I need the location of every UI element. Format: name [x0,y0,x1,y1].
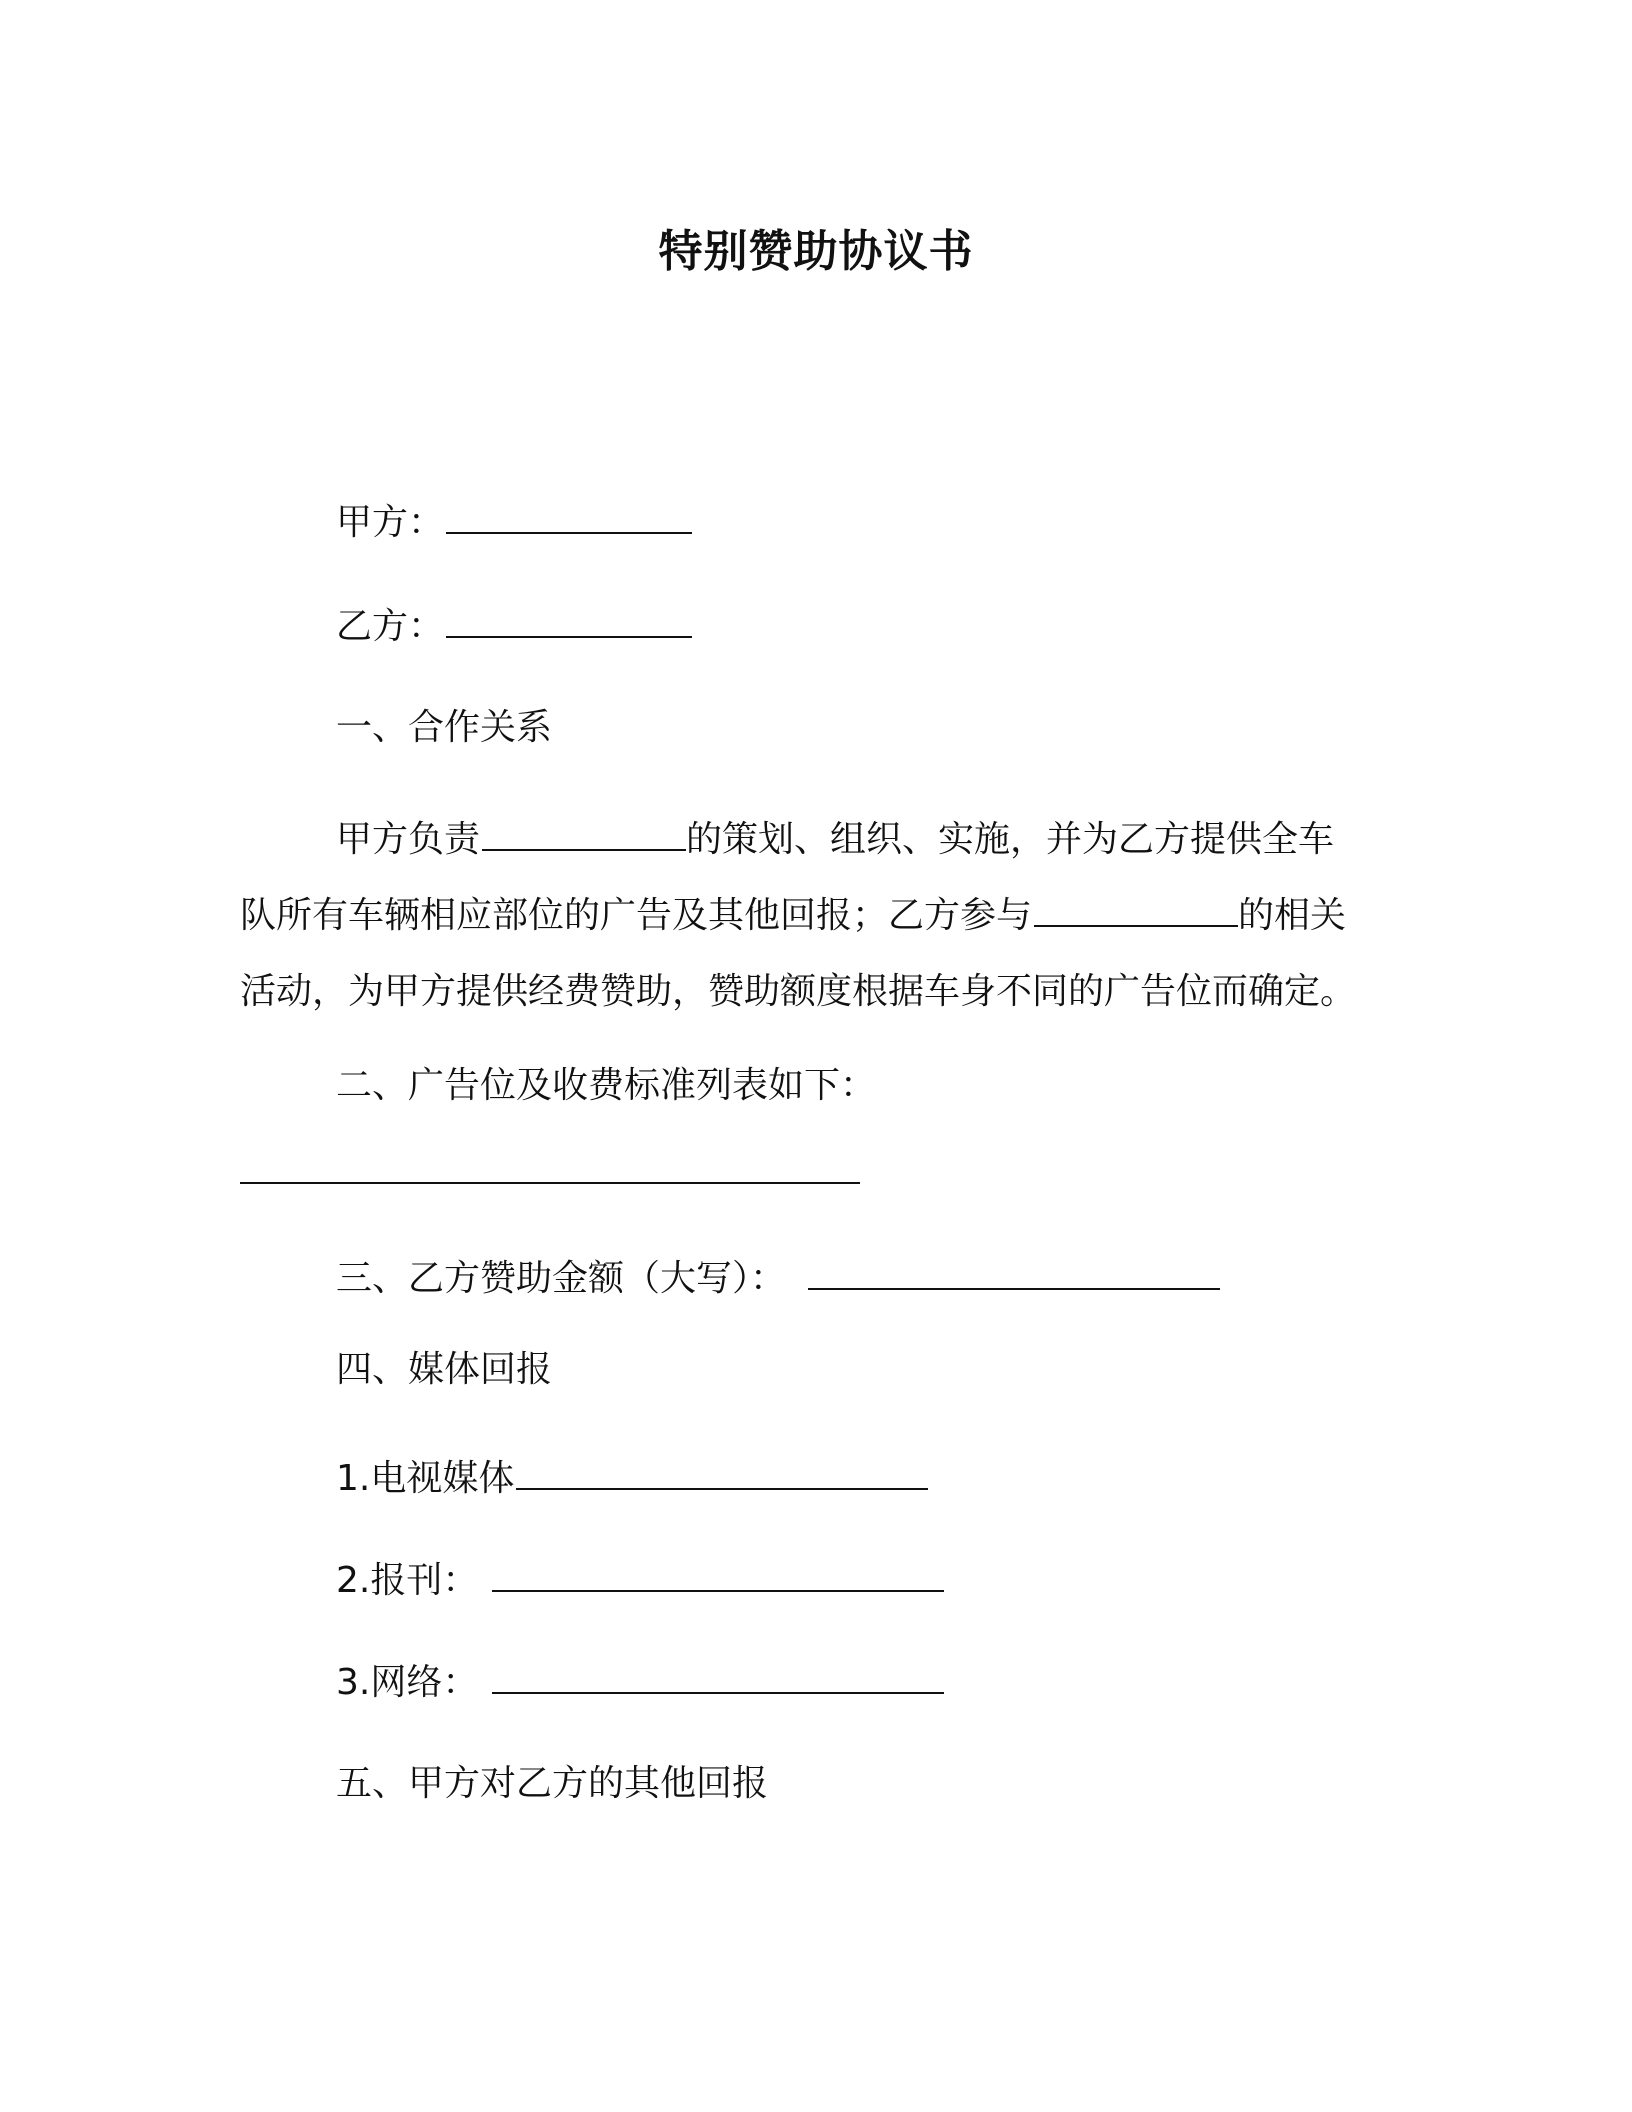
media-tv-line [336,1450,928,1505]
section2-heading: 二、广告位及收费标准列表如下： [336,1065,877,1106]
section1-line1 [240,802,1390,878]
media-press-line [336,1552,944,1607]
media-web-blank[interactable] [492,1654,944,1694]
party-a-label: 甲方： [336,502,445,543]
party-b-blank[interactable] [446,598,692,638]
party-a-line [336,494,692,549]
section1-line2-a: 队所有车辆相应部位的广告及其他回报；乙方参与 [240,895,1033,936]
section5-heading: 五、甲方对乙方的其他回报 [336,1763,769,1804]
media-tv-blank[interactable] [516,1450,928,1490]
section1-heading: 一、合作关系 [336,707,553,748]
section1-line1-b: 的策划、组织、实施，并为乙方提供全车 [686,819,1335,860]
fee-table-blank[interactable] [240,1144,860,1184]
media-web-line [336,1654,944,1709]
event-name-blank[interactable] [482,811,686,851]
party-b-label: 乙方： [336,606,445,647]
section4-heading: 四、媒体回报 [336,1349,553,1390]
section1-paragraph [240,802,1390,1030]
media-press-blank[interactable] [492,1552,944,1592]
fee-table-line [240,1144,860,1199]
party-a-blank[interactable] [446,494,692,534]
section3-line [336,1250,1220,1305]
media-web-label: 3.网络： [336,1662,479,1703]
section1-line2-b: 的相关 [1238,895,1347,936]
section1-line2 [240,878,1390,954]
media-press-label: 2.报刊： [336,1560,479,1601]
section1-line3: 活动，为甲方提供经费赞助，赞助额度根据车身不同的广告位而确定。 [240,971,1357,1012]
document-title: 特别赞助协议书 [658,226,974,277]
activity-name-blank[interactable] [1034,887,1238,927]
sponsor-amount-blank[interactable] [808,1250,1220,1290]
party-b-line [336,598,692,653]
media-tv-label: 1.电视媒体 [336,1458,515,1499]
section3-label: 三、乙方赞助金额（大写）： [336,1258,787,1299]
section1-line1-a: 甲方负责 [336,819,481,860]
